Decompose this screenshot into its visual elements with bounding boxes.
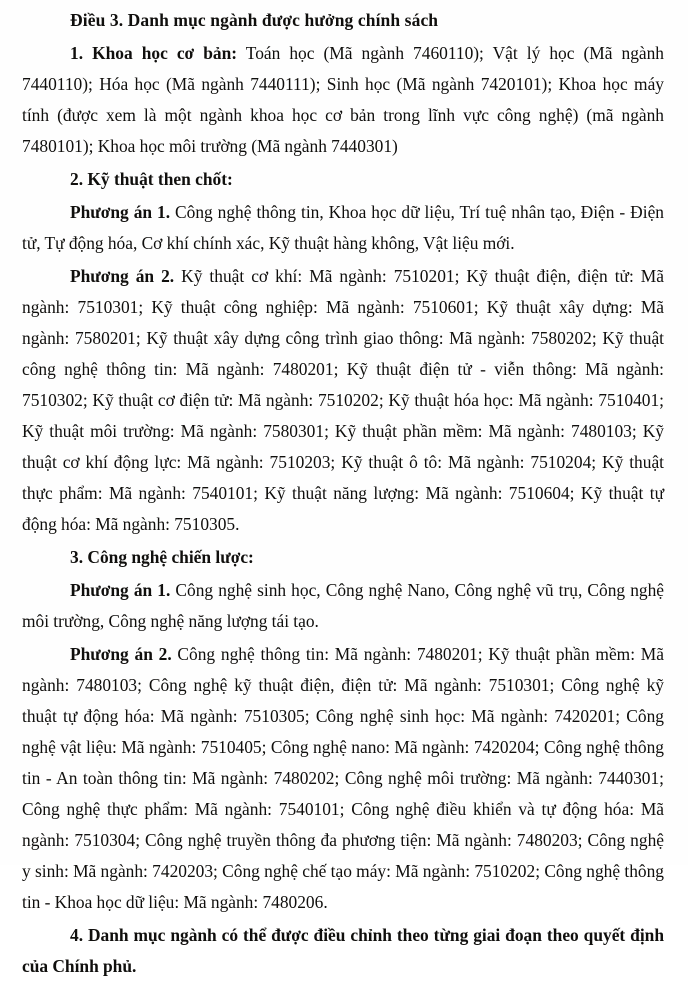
section-3-option-1-body: Công nghệ sinh học, Công nghệ Nano, Công nghệ vũ trụ, Công nghệ môi trường, Công nghệ năng lượng tái tạo. <box>22 580 664 631</box>
document-body <box>22 0 664 982</box>
section-2-option-2-lead: Phương án 2. <box>70 266 175 286</box>
section-3-option-1-lead: Phương án 1. <box>70 580 171 600</box>
section-4-paragraph: 4. Danh mục ngành có thể được điều chỉnh theo từng giai đoạn theo quyết định của Chính phủ. <box>22 925 664 976</box>
section-2-option-1-body: Công nghệ thông tin, Khoa học dữ liệu, Trí tuệ nhân tạo, Điện - Điện tử, Tự động hóa, Cơ khí chính xác, Kỹ thuật hàng không, Vật liệu mới. <box>22 202 664 253</box>
section-3-option-2-paragraph <box>22 639 664 918</box>
section-2-option-2-body: Kỹ thuật cơ khí: Mã ngành: 7510201; Kỹ thuật điện, điện tử: Mã ngành: 7510301; Kỹ thuật công nghiệp: Mã ngành: 7510601; Kỹ thuật xây dựng: Mã ngành: 7580201; Kỹ thuật xây dựng công trình giao thông: Mã ngành: 7580202; Kỹ thuật công nghệ thông tin: Mã ngành: 7480201; Kỹ thuật điện tử - viễn thông: Mã ngành: 7510302; Kỹ thuật cơ điện tử: Mã ngành: 7510202; Kỹ thuật hóa học: Mã ngành: 7510401; Kỹ thuật môi trường: Mã ngành: 7580301; Kỹ thuật phần mềm: Mã ngành: 7480103; Kỹ thuật cơ khí động lực: Mã ngành: 7510203; Kỹ thuật ô tô: Mã ngành: 7510204; Kỹ thuật thực phẩm: Mã ngành: 7540101; Kỹ thuật năng lượng: Mã ngành: 7510604; Kỹ thuật tự động hóa: Mã ngành: 7510305. <box>22 266 664 534</box>
section-3-option-2-body: Công nghệ thông tin: Mã ngành: 7480201; Kỹ thuật phần mềm: Mã ngành: 7480103; Công nghệ kỹ thuật điện, điện tử: Mã ngành: 7510301; Công nghệ kỹ thuật tự động hóa: Mã ngành: 7510305; Công nghệ sinh học: Mã ngành: 7420201; Công nghệ vật liệu: Mã ngành: 7510405; Công nghệ nano: Mã ngành: 7420204; Công nghệ thông tin - An toàn thông tin: Mã ngành: 7480202; Công nghệ môi trường: Mã ngành: 7440301; Công nghệ thực phẩm: Mã ngành: 7540101; Công nghệ điều khiển và tự động hóa: Mã ngành: 7510304; Công nghệ truyền thông đa phương tiện: Mã ngành: 7480203; Công nghệ y sinh: Mã ngành: 7420203; Công nghệ chế tạo máy: Mã ngành: 7510202; Công nghệ thông tin - Khoa học dữ liệu: Mã ngành: 7480206. <box>22 644 664 912</box>
section-3-heading: 3. Công nghệ chiến lược: <box>70 547 254 567</box>
page-title: Điều 3. Danh mục ngành được hưởng chính sách <box>70 10 439 30</box>
section-2-option-1-paragraph <box>22 197 664 259</box>
section-2-option-1-lead: Phương án 1. <box>70 202 171 222</box>
section-1-lead: 1. Khoa học cơ bản: <box>70 43 238 63</box>
section-3-option-1-paragraph <box>22 575 664 637</box>
section-1-body: Toán học (Mã ngành 7460110); Vật lý học (Mã ngành 7440110); Hóa học (Mã ngành 7440111); Sinh học (Mã ngành 7420101); Khoa học máy tính (được xem là một ngành khoa học cơ bản trong lĩnh vực công nghệ) (mã ngành 7480101); Khoa học môi trường (Mã ngành 7440301) <box>22 43 664 156</box>
section-2-heading: 2. Kỹ thuật then chốt: <box>70 169 233 189</box>
section-2-option-2-paragraph <box>22 261 664 540</box>
section-3-option-2-lead: Phương án 2. <box>70 644 172 664</box>
section-1-paragraph <box>22 38 664 162</box>
